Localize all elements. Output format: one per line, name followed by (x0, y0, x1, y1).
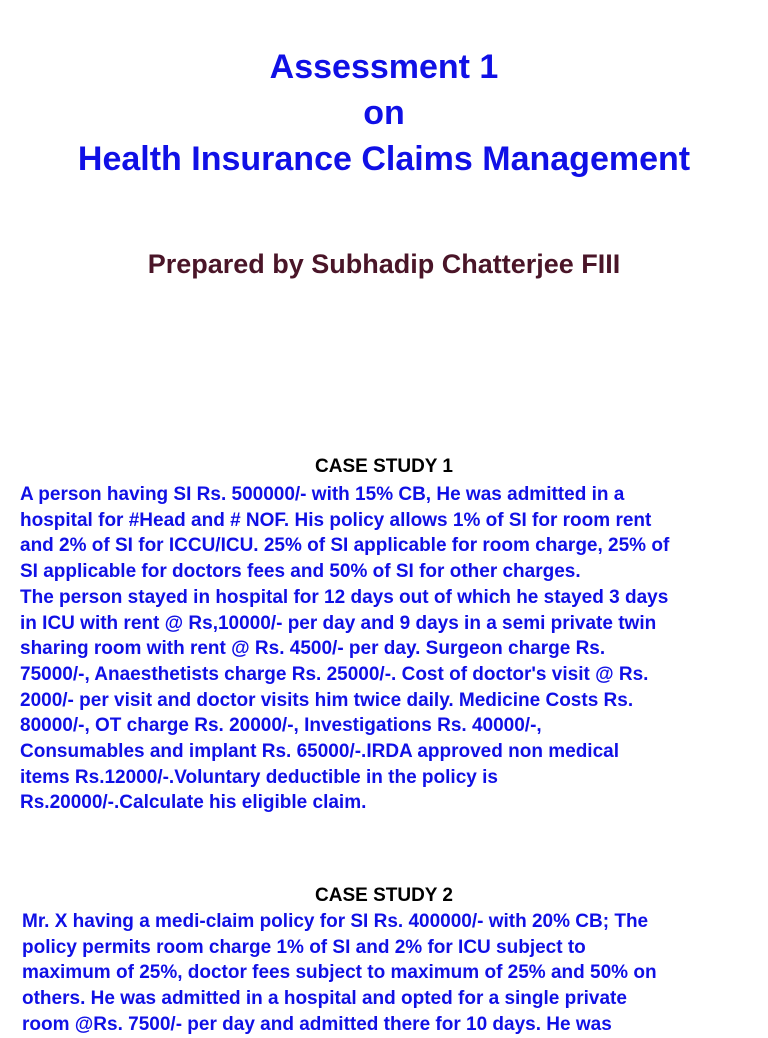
case-study-1-line: 2000/- per visit and doctor visits him twice daily. Medicine Costs Rs. (20, 689, 634, 711)
case-study-1-line: in ICU with rent @ Rs,10000/- per day and 9 days in a semi private twin (20, 612, 657, 634)
case-study-1-line: items Rs.12000/-.Voluntary deductible in the policy is (20, 766, 498, 788)
case-study-1-line: A person having SI Rs. 500000/- with 15% CB, He was admitted in a (20, 484, 625, 505)
case-study-2-body (22, 909, 657, 1038)
case-study-1-line: SI applicable for doctors fees and 50% of SI for other charges. (20, 561, 581, 583)
case-study-1-line: hospital for #Head and # NOF. His policy allows 1% of SI for room rent (20, 509, 652, 531)
case-study-1-line: and 2% of SI for ICCU/ICU. 25% of SI applicable for room charge, 25% of (20, 535, 670, 557)
title-line-1: Assessment 1 (269, 48, 499, 86)
case-study-1-line: 80000/-, OT charge Rs. 20000/-, Investigations Rs. 40000/-, (20, 715, 542, 737)
case-study-2-line: Mr. X having a medi-claim policy for SI Rs. 400000/- with 20% CB; The (22, 911, 649, 932)
case-study-1-line: 75000/-, Anaesthetists charge Rs. 25000/-. Cost of doctor's visit @ Rs. (20, 663, 649, 685)
case-study-1-body (20, 482, 669, 816)
case-study-2-heading: CASE STUDY 2 (315, 885, 453, 906)
case-study-1-line: The person stayed in hospital for 12 days out of which he stayed 3 days (20, 586, 669, 608)
case-study-1-line: Consumables and implant Rs. 65000/-.IRDA approved non medical (20, 741, 619, 763)
document-title (0, 44, 768, 182)
title-line-3: Health Insurance Claims Management (77, 140, 691, 178)
case-study-1-heading: CASE STUDY 1 (315, 456, 453, 477)
case-study-2-line: others. He was admitted in a hospital and opted for a single private (22, 988, 627, 1010)
title-line-2: on (363, 94, 405, 132)
prepared-by: Prepared by Subhadip Chatterjee FIII (147, 249, 621, 279)
case-study-2-line: maximum of 25%, doctor fees subject to maximum of 25% and 50% on (22, 962, 657, 984)
case-study-1-line: Rs.20000/-.Calculate his eligible claim. (20, 792, 367, 814)
case-study-2-line: room @Rs. 7500/- per day and admitted there for 10 days. He was (22, 1013, 612, 1035)
case-study-1-line: sharing room with rent @ Rs. 4500/- per day. Surgeon charge Rs. (20, 638, 606, 660)
case-study-2-line: policy permits room charge 1% of SI and 2% for ICU subject to (22, 936, 586, 958)
